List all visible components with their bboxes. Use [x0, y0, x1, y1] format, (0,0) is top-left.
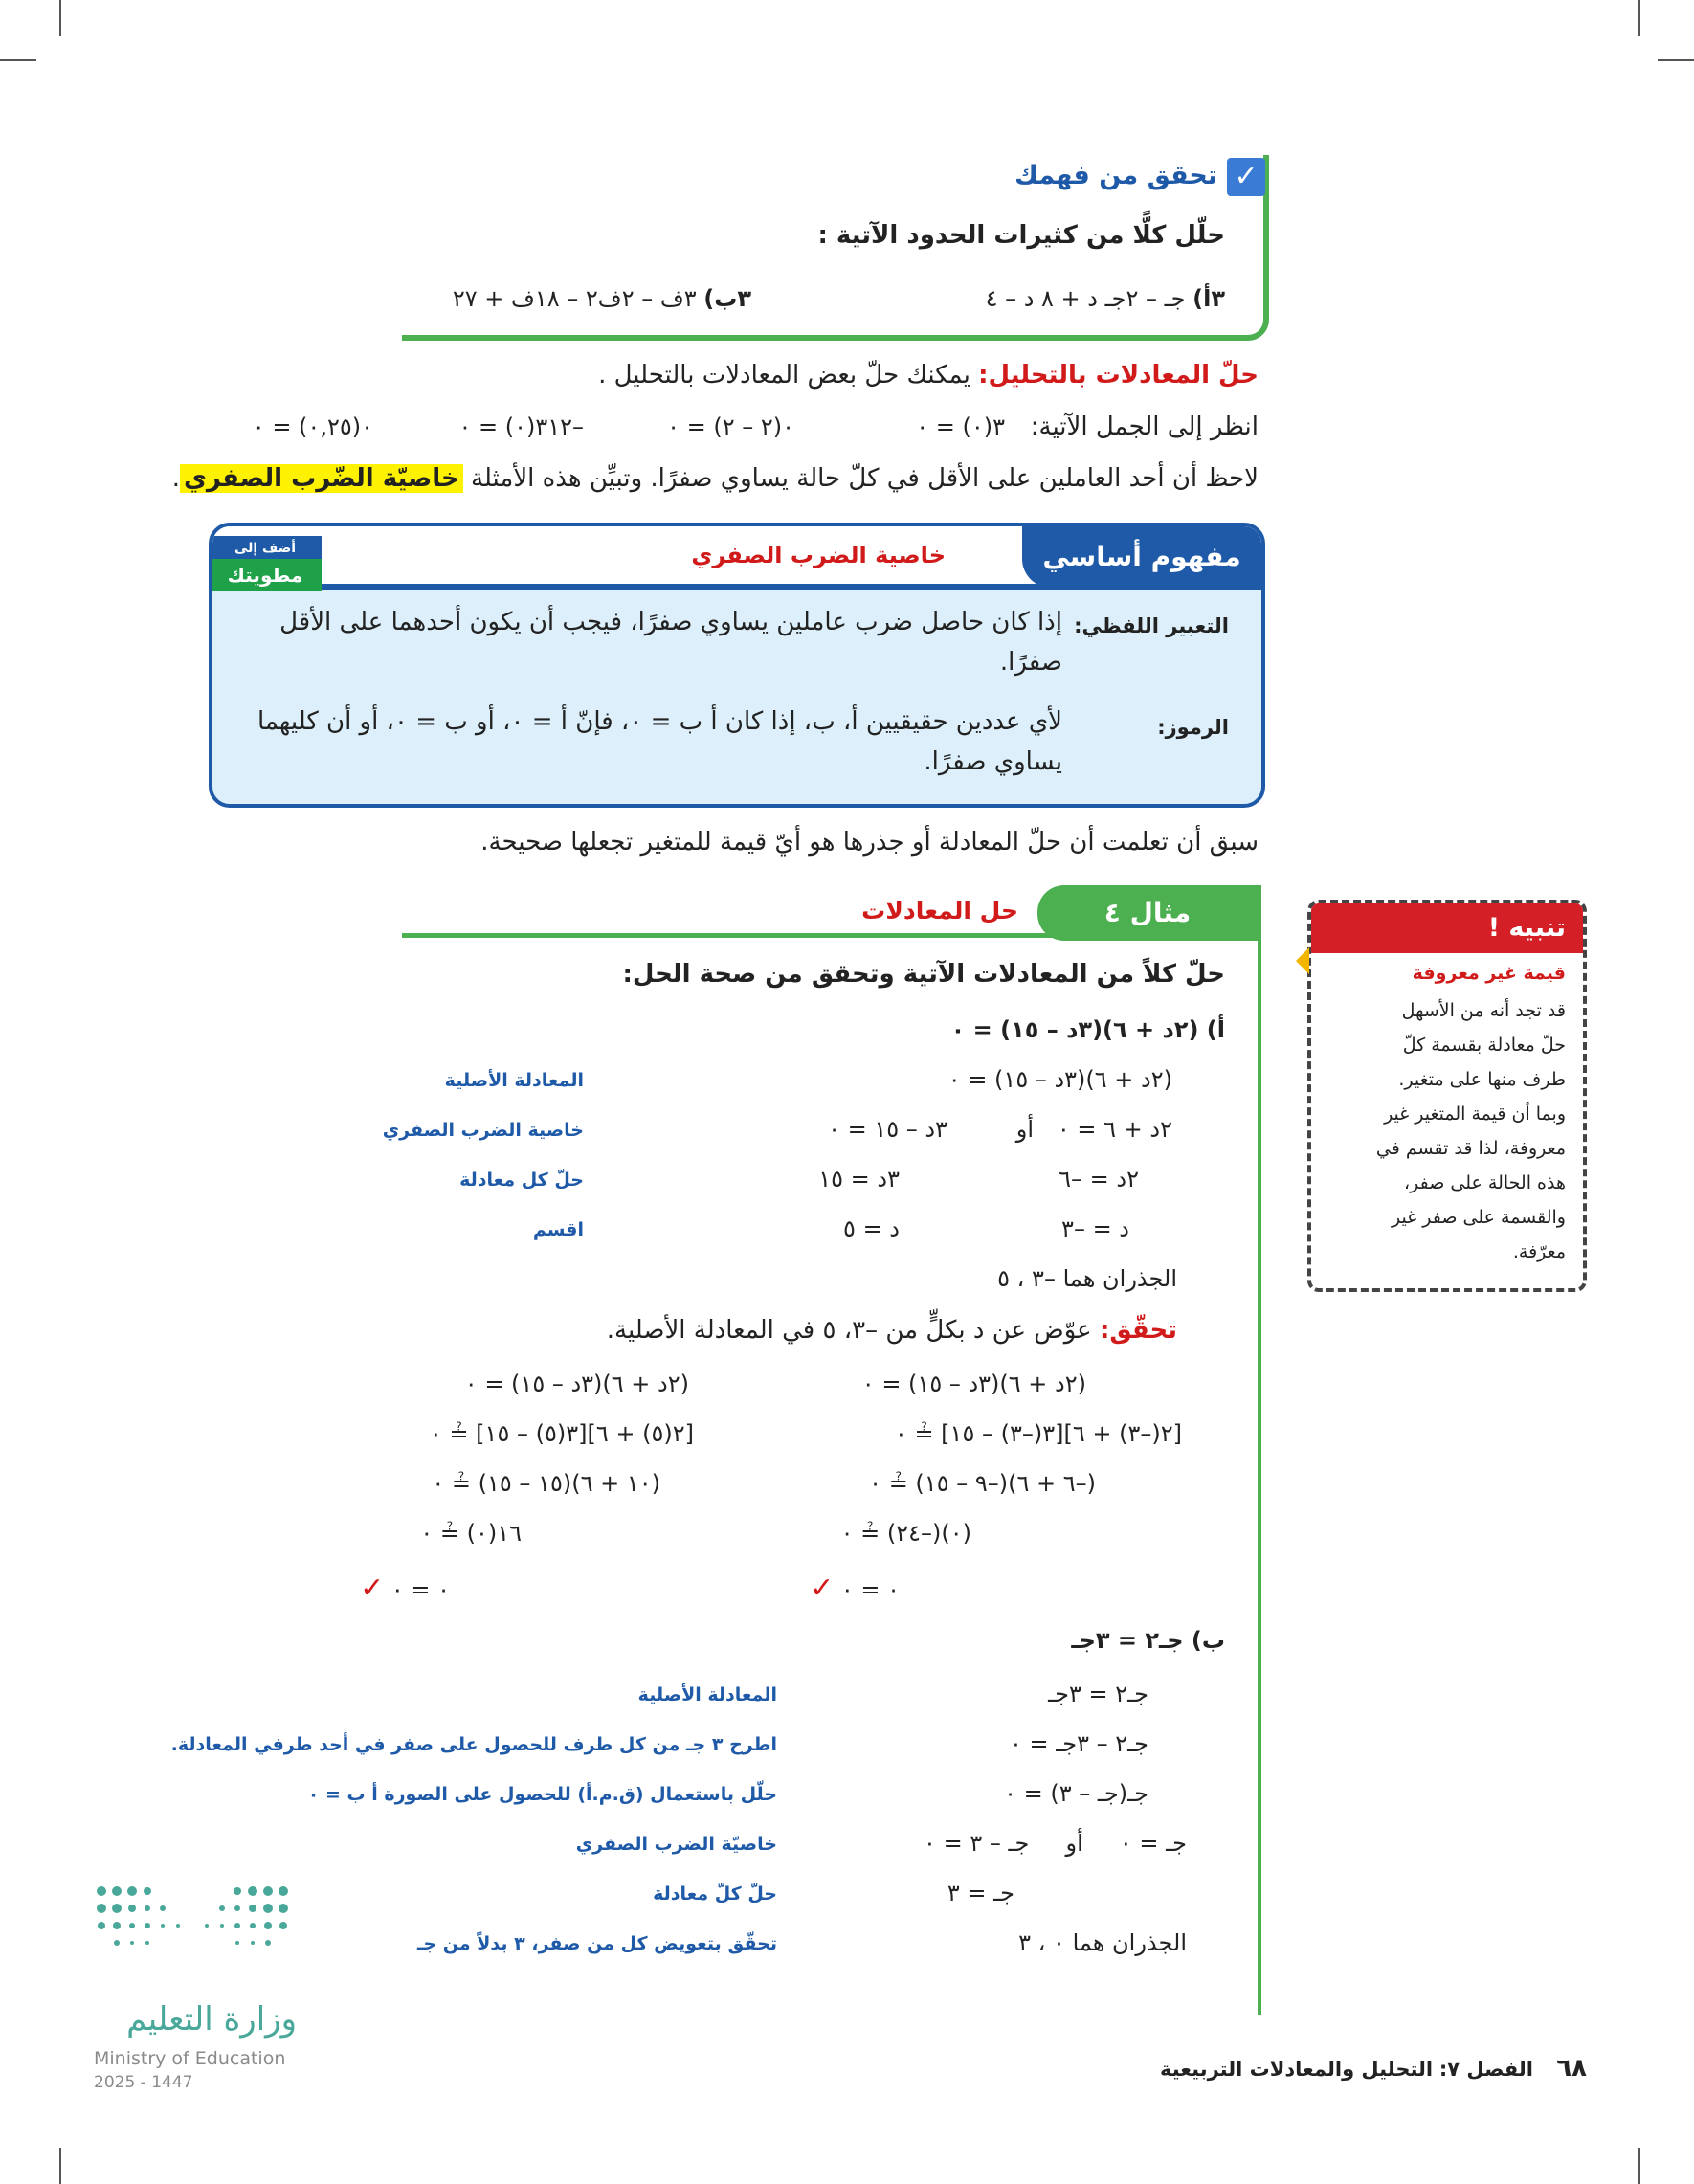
check-right-4: ١٦(٠) ≟ ٠: [420, 1520, 522, 1547]
caution-text: [1376, 993, 1566, 1269]
crop-mark: [1638, 2148, 1640, 2184]
step-a2-note: خاصية الضرب الصفري: [382, 1120, 584, 1141]
crop-mark: [59, 0, 61, 36]
sentence-3: –٣١٢(٠) = ٠: [458, 413, 584, 440]
check-item-b: [453, 285, 751, 312]
step-b6-note: تحقّق بتعويض كل من صفر، ٣ بدلاً من جـ: [417, 1933, 777, 1954]
crop-mark: [1638, 0, 1640, 36]
check-left-3: (–٦ + ٦)(–٩ – ١٥) ≟ ٠: [869, 1470, 1096, 1497]
check-right-5: [360, 1571, 450, 1605]
step-b1-note: المعادلة الأصلية: [637, 1684, 777, 1705]
symbols-label: الرموز:: [1157, 716, 1229, 739]
check-mark-icon: ✓: [360, 1571, 385, 1605]
caution-line: معرّفة.: [1512, 1241, 1566, 1262]
check-right-result: ٠ = ٠: [390, 1576, 450, 1603]
check-right-1: (٢د + ٦)(٣د – ١٥) = ٠: [464, 1371, 689, 1397]
part-b: [1071, 1627, 1225, 1654]
caution-line: والقسمة على صفر غير: [1392, 1207, 1566, 1228]
part-a-label: أ): [1206, 1016, 1225, 1043]
caution-line: طرف منها على متغير.: [1398, 1069, 1566, 1090]
caution-box: [1307, 900, 1587, 1292]
ministry-logo-icon: [94, 1883, 301, 1975]
check-left-result: ٠ = ٠: [840, 1576, 900, 1603]
roots-sentence: سبق أن تعلمت أن حلّ المعادلة أو جذرها هو أيّ قيمة للمتغير تجعلها صحيحة.: [480, 828, 1259, 857]
key-concept-box: [209, 523, 1265, 808]
verbal-line-2: صفرًا.: [999, 648, 1062, 677]
check-left-2: [٢(–٣) + ٦][٣(–٣) – ١٥] ≟ ٠: [894, 1420, 1182, 1447]
symbols-line-2: يساوي صفرًا.: [924, 747, 1062, 776]
step-b3-note: حلّل باستعمال (ق.م.أ) للحصول على الصورة أ ب = ٠: [307, 1784, 777, 1805]
item-a-label: ٣أ): [1192, 285, 1225, 312]
foldable-bottom: مطويتك: [209, 559, 322, 591]
checkmark-icon: ✓: [1227, 158, 1265, 196]
check-right-2: [٢(٥) + ٦][٣(٥) – ١٥] ≟ ٠: [429, 1420, 694, 1447]
verify-line: [607, 1313, 1177, 1349]
footer-chapter-label: الفصل ٧:: [1438, 2058, 1533, 2081]
item-b-label: ٣ب): [703, 285, 751, 312]
foldable-top: أضف إلى: [209, 536, 322, 561]
example-title: حل المعادلات: [861, 897, 1018, 925]
step-a3-left: ٢د = –٦: [1059, 1166, 1139, 1192]
step-a4-note: اقسم: [532, 1219, 584, 1240]
step-b2-note: اطرح ٣ جـ من كل طرف للحصول على صفر في أحد طرفي المعادلة.: [170, 1734, 777, 1755]
verbal-label: التعبير اللفظي:: [1074, 614, 1229, 637]
footer-chapter-title: التحليل والمعادلات التربيعية: [1160, 2058, 1434, 2081]
caution-arrow-icon: [1296, 947, 1309, 974]
check-instruction: حلّل كلًّا من كثيرات الحدود الآتية :: [817, 221, 1225, 250]
caution-line: معروفة، لذا قد تقسم في: [1375, 1138, 1566, 1159]
factoring-heading: حلّ المعادلات بالتحليل:: [978, 361, 1259, 390]
caution-line: قد تجد أنه من الأسهل: [1401, 1000, 1566, 1021]
step-b3: جـ(جـ – ٣) = ٠: [1004, 1780, 1148, 1807]
step-a4-right: د = ٥: [843, 1215, 900, 1242]
step-b5: جـ = ٣: [947, 1880, 1014, 1906]
step-a2-right: ٣د – ١٥ = ٠: [828, 1116, 947, 1143]
page-number: ٦٨: [1556, 2054, 1587, 2083]
verify-text: عوّض عن د بكلٍّ من –٣، ٥ في المعادلة الأصلية.: [606, 1316, 1092, 1345]
step-b2: جـ٢ – ٣جـ = ٠: [1009, 1730, 1148, 1757]
concept-title: خاصية الضرب الصفري: [691, 542, 946, 568]
caution-line: هذه الحالة على صفر،: [1404, 1172, 1566, 1193]
step-b4: جـ = ٠ أو جـ – ٣ = ٠: [924, 1830, 1187, 1857]
example-tab: مثال ٤: [1037, 885, 1258, 941]
step-b1: جـ٢ = ٣جـ: [1048, 1681, 1148, 1707]
step-a2-left: ٢د + ٦ = ٠: [1057, 1116, 1172, 1143]
check-right-3: (١٠ + ٦)(١٥ – ١٥) ≟ ٠: [432, 1470, 660, 1497]
step-a2-or: أو: [1015, 1116, 1034, 1143]
step-a3-note: حلّ كل معادلة: [459, 1170, 584, 1191]
caution-line: وبما أن قيمة المتغير غير: [1384, 1103, 1566, 1125]
caution-subtitle: قيمة غير معروفة: [1412, 963, 1566, 984]
step-a4-left: د = –٣: [1061, 1215, 1129, 1242]
step-b4-note: خاصيّة الضرب الصفري: [575, 1834, 777, 1855]
crop-mark: [0, 59, 36, 61]
caution-line: حلّ معادلة بقسمة كلّ: [1402, 1035, 1566, 1056]
check-mark-icon: ✓: [810, 1571, 835, 1605]
caution-header: تنبيه !: [1311, 903, 1583, 953]
item-a-expression: جـ – ٢جـ د + ٨ د – ٤: [985, 285, 1186, 312]
step-a3-right: ٣د = ١٥: [818, 1166, 900, 1192]
observe-end: .: [171, 464, 181, 493]
example-margin-line: [1258, 885, 1261, 2015]
factoring-intro-text: يمكنك حلّ بعض المعادلات بالتحليل .: [598, 361, 970, 390]
part-b-equation: جـ٢ = ٣جـ: [1071, 1627, 1184, 1654]
step-b5-note: حلّ كلّ معادلة: [653, 1883, 777, 1905]
part-a: [951, 1016, 1225, 1043]
sentence-1: ٣(٠) = ٠: [916, 413, 1005, 440]
check-item-a: [986, 285, 1225, 312]
check-title: تحقق من فهمك: [1014, 161, 1217, 190]
symbols-line-1: لأي عددين حقيقيين أ، ب، إذا كان أ ب = ٠، فإنّ أ = ٠، أو ب = ٠، أو أن كليهما: [256, 707, 1062, 736]
concept-tab: مفهوم أساسي: [1022, 526, 1261, 588]
item-b-expression: ٣ف – ٢ف٢ – ١٨ف + ٢٧: [452, 285, 697, 312]
crop-mark: [59, 2148, 61, 2184]
step-a1-left: (٢د + ٦)(٣د – ١٥) = ٠: [947, 1066, 1172, 1093]
verbal-line-1: إذا كان حاصل ضرب عاملين يساوي صفرًا، فيجب أن يكون أحدهما على الأقل: [279, 608, 1062, 636]
part-b-label: ب): [1191, 1627, 1225, 1654]
part-a-equation: (٢د + ٦)(٣د – ١٥) = ٠: [950, 1016, 1199, 1043]
highlighted-term: خاصيّة الضّرب الصفري: [180, 464, 463, 493]
ministry-year: 2025 - 1447: [94, 2073, 193, 2092]
sentence-4: ٠(٠,٢٥) = ٠: [252, 413, 373, 440]
verify-label: تحقّق:: [1099, 1316, 1177, 1345]
example-header: [402, 885, 1258, 943]
crop-mark: [1658, 59, 1694, 61]
ministry-arabic: وزارة التعليم: [126, 2000, 297, 2039]
check-left-5: [810, 1571, 900, 1605]
part-a-roots: الجذران هما –٣ ، ٥: [997, 1265, 1177, 1292]
observe-sentence: لاحظ أن أحد العاملين على الأقل في كلّ حالة يساوي صفرًا. وتبيِّن هذه الأمثلة: [471, 464, 1259, 493]
foldable-badge: [209, 536, 322, 593]
footer-chapter: [1160, 2058, 1533, 2081]
check-left-4: (٠)(–٢٤) ≟ ٠: [840, 1520, 971, 1547]
check-left-1: (٢د + ٦)(٣د – ١٥) = ٠: [861, 1371, 1086, 1397]
ministry-english: Ministry of Education: [94, 2048, 286, 2069]
observe-text: [172, 461, 1259, 498]
look-prefix: انظر إلى الجمل الآتية:: [1030, 412, 1259, 441]
step-b6: الجذران هما ٠ ، ٣: [1018, 1929, 1187, 1956]
sentence-2: ٠(٢ – ٢) = ٠: [667, 413, 794, 440]
step-a1-note: المعادلة الأصلية: [444, 1070, 584, 1091]
example-instruction: حلّ كلاً من المعادلات الآتية وتحقق من صحة الحل:: [622, 960, 1225, 989]
factoring-intro: [598, 358, 1259, 394]
